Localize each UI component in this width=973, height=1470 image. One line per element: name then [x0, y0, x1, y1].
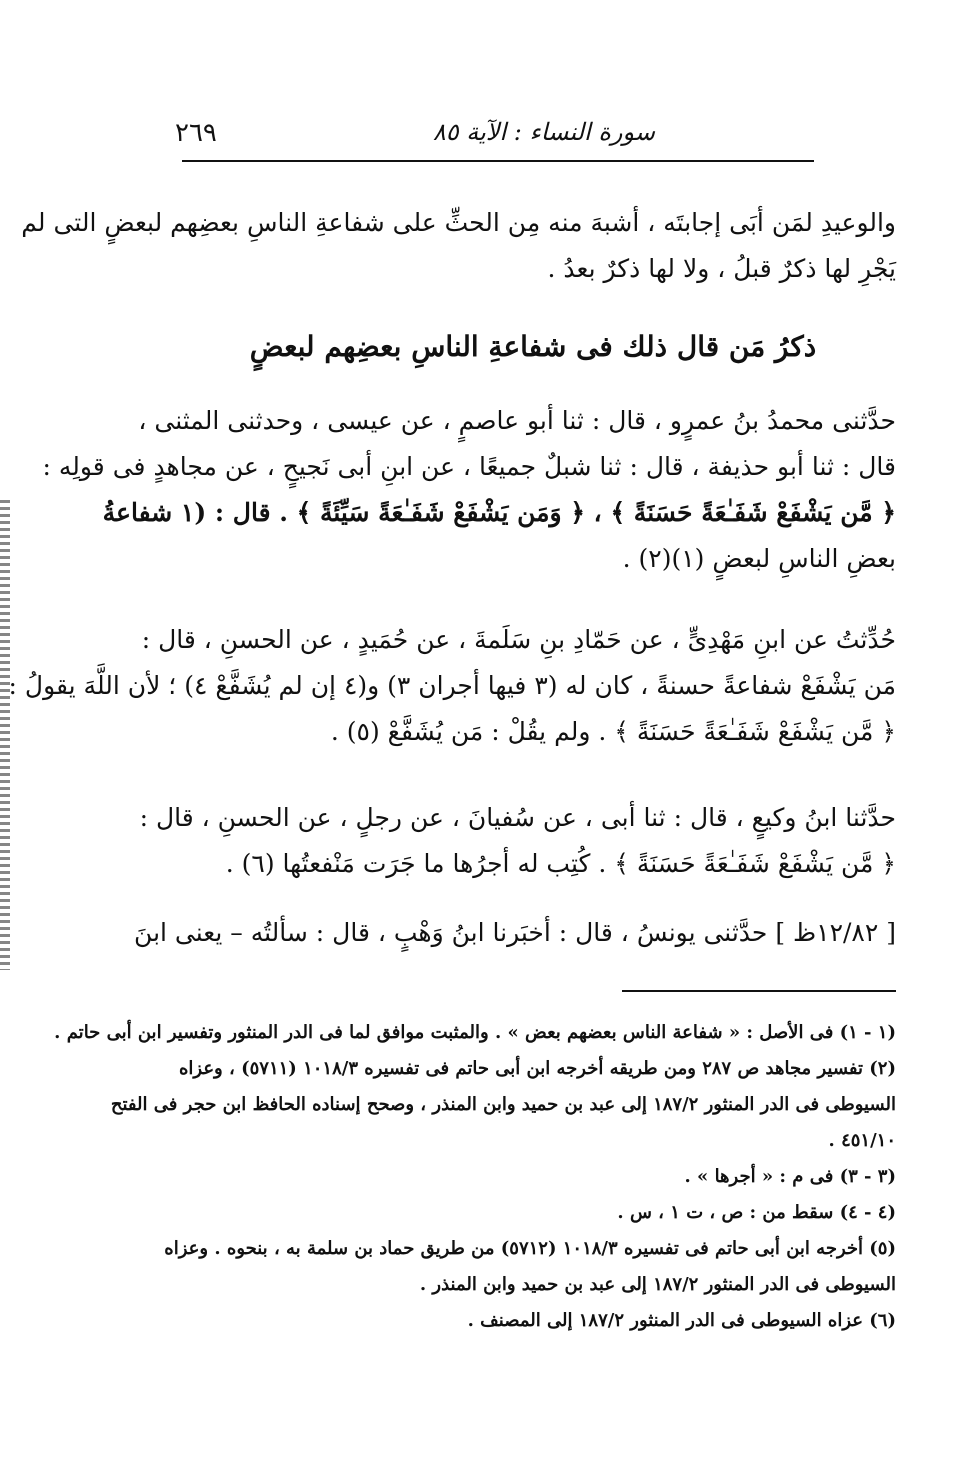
footnote-line: (٥) أخرجه ابن أبى حاتم فى تفسيره ١٠١٨/٣ (٥٧١٢) من طريق حماد بن سلمة به ، بنحوه . وعزاه	[164, 1238, 896, 1259]
text-line: [ ١٢/٨٢ظ ] حدَّثنى يونسُ ، قال : أخبَرنا ابنُ وَهْبٍ ، قال : سألتُه – يعنى ابنَ	[134, 918, 896, 947]
paragraph-3	[139, 795, 896, 887]
paragraph-4	[134, 910, 896, 956]
section-heading: ذكرُ مَن قال ذلك فى شفاعةِ الناسِ بعضِهم لبعضٍ	[249, 330, 817, 363]
text-line: حدَّثنا ابنُ وكيعٍ ، قال : ثنا أبى ، عن سُفيانَ ، عن رجلٍ ، عن الحسنِ ، قال :	[139, 803, 896, 832]
intro-paragraph	[21, 200, 896, 292]
text-line: قال : ثنا أبو حذيفة ، قال : ثنا شبلٌ جميعًا ، عن ابنِ أبى نَجيحٍ ، عن مجاهدٍ فى قولِه :	[42, 452, 896, 481]
footnote-line: (١ - ١) فى الأصل : « شفاعة الناس بعضهم بعض » . والمثبت موافق لما فى الدر المنثور وتفسير ابن أبى حاتم .	[54, 1022, 896, 1043]
footnote-line: (٤ - ٤) سقط من : ص ، ت ١ ، س .	[617, 1202, 896, 1223]
footnote-line: (٢) تفسير مجاهد ص ٢٨٧ ومن طريقه أخرجه ابن أبى حاتم فى تفسيره ١٠١٨/٣ (٥٧١١) ، وعزاه	[178, 1058, 896, 1079]
page-number: ٢٦٩	[175, 118, 217, 148]
text-line: ﴿ مَّن يَشْفَعْ شَفَـٰعَةً حَسَنَةً ﴾ ، ﴿ وَمَن يَشْفَعْ شَفَـٰعَةً سَيِّئَةً ﴾ . قال : (١ شفاعةُ	[102, 498, 896, 527]
footnote-line: السيوطى فى الدر المنثور ١٨٧/٢ إلى عبد بن حميد وابن المنذر ، وصحح إسناده الحافظ ابن حجر فى الفتح	[110, 1094, 896, 1115]
footnote-line: ٤٥١/١٠ .	[828, 1130, 896, 1151]
footnote-line: (٣ - ٣) فى م : « أجرها » .	[684, 1166, 896, 1187]
binding-edge	[0, 500, 10, 970]
header-rule	[182, 160, 814, 162]
footnote-line: (٦) عزاه السيوطى فى الدر المنثور ١٨٧/٢ إلى المصنف .	[467, 1310, 896, 1331]
text-line: حُدِّثتُ عن ابنِ مَهْدِىٍّ ، عن حَمّادِ بنِ سَلَمةَ ، عن حُمَيدٍ ، عن الحسنِ ، قال :	[141, 625, 896, 654]
text-line: يَجْرِ لها ذكرٌ قبلُ ، ولا لها ذكرٌ بعدُ .	[547, 254, 896, 283]
text-line: حدَّثنى محمدُ بنُ عمرٍو ، قال : ثنا أبو عاصمٍ ، عن عيسى ، وحدثنى المثنى ،	[138, 406, 896, 435]
text-line: ﴿ مَّن يَشْفَعْ شَفَـٰعَةً حَسَنَةً ﴾ . ولم يقُلْ : مَن يُشَفَّعْ (٥) .	[330, 717, 896, 746]
paragraph-2	[8, 617, 896, 755]
paragraph-1	[42, 398, 896, 582]
footnotes	[54, 1015, 896, 1339]
text-line: مَن يَشْفَعْ شفاعةً حسنةً ، كان له (٣ فيها أجران ٣) و(٤ إن لم يُشَفَّعْ ٤) ؛ لأن اللَّهَ يقولُ :	[8, 671, 896, 700]
footnote-rule	[622, 990, 896, 992]
header-title: سورة النساء : الآية ٨٥	[432, 118, 655, 146]
text-line: بعضِ الناسِ لبعضٍ (١)(٢) .	[622, 544, 896, 573]
text-line: والوعيدِ لمَن أبَى إجابتَه ، أشبهَ منه مِن الحثِّ على شفاعةِ الناسِ بعضِهم لبعضٍ التى لم	[21, 208, 896, 237]
text-line: ﴿ مَّن يَشْفَعْ شَفَـٰعَةً حَسَنَةً ﴾ . كُتِب له أجرُها ما جَرَت مَنْفعتُها (٦) .	[225, 849, 896, 878]
running-header	[175, 118, 815, 158]
footnote-line: السيوطى فى الدر المنثور ١٨٧/٢ إلى عبد بن حميد وابن المنذر .	[419, 1274, 896, 1295]
